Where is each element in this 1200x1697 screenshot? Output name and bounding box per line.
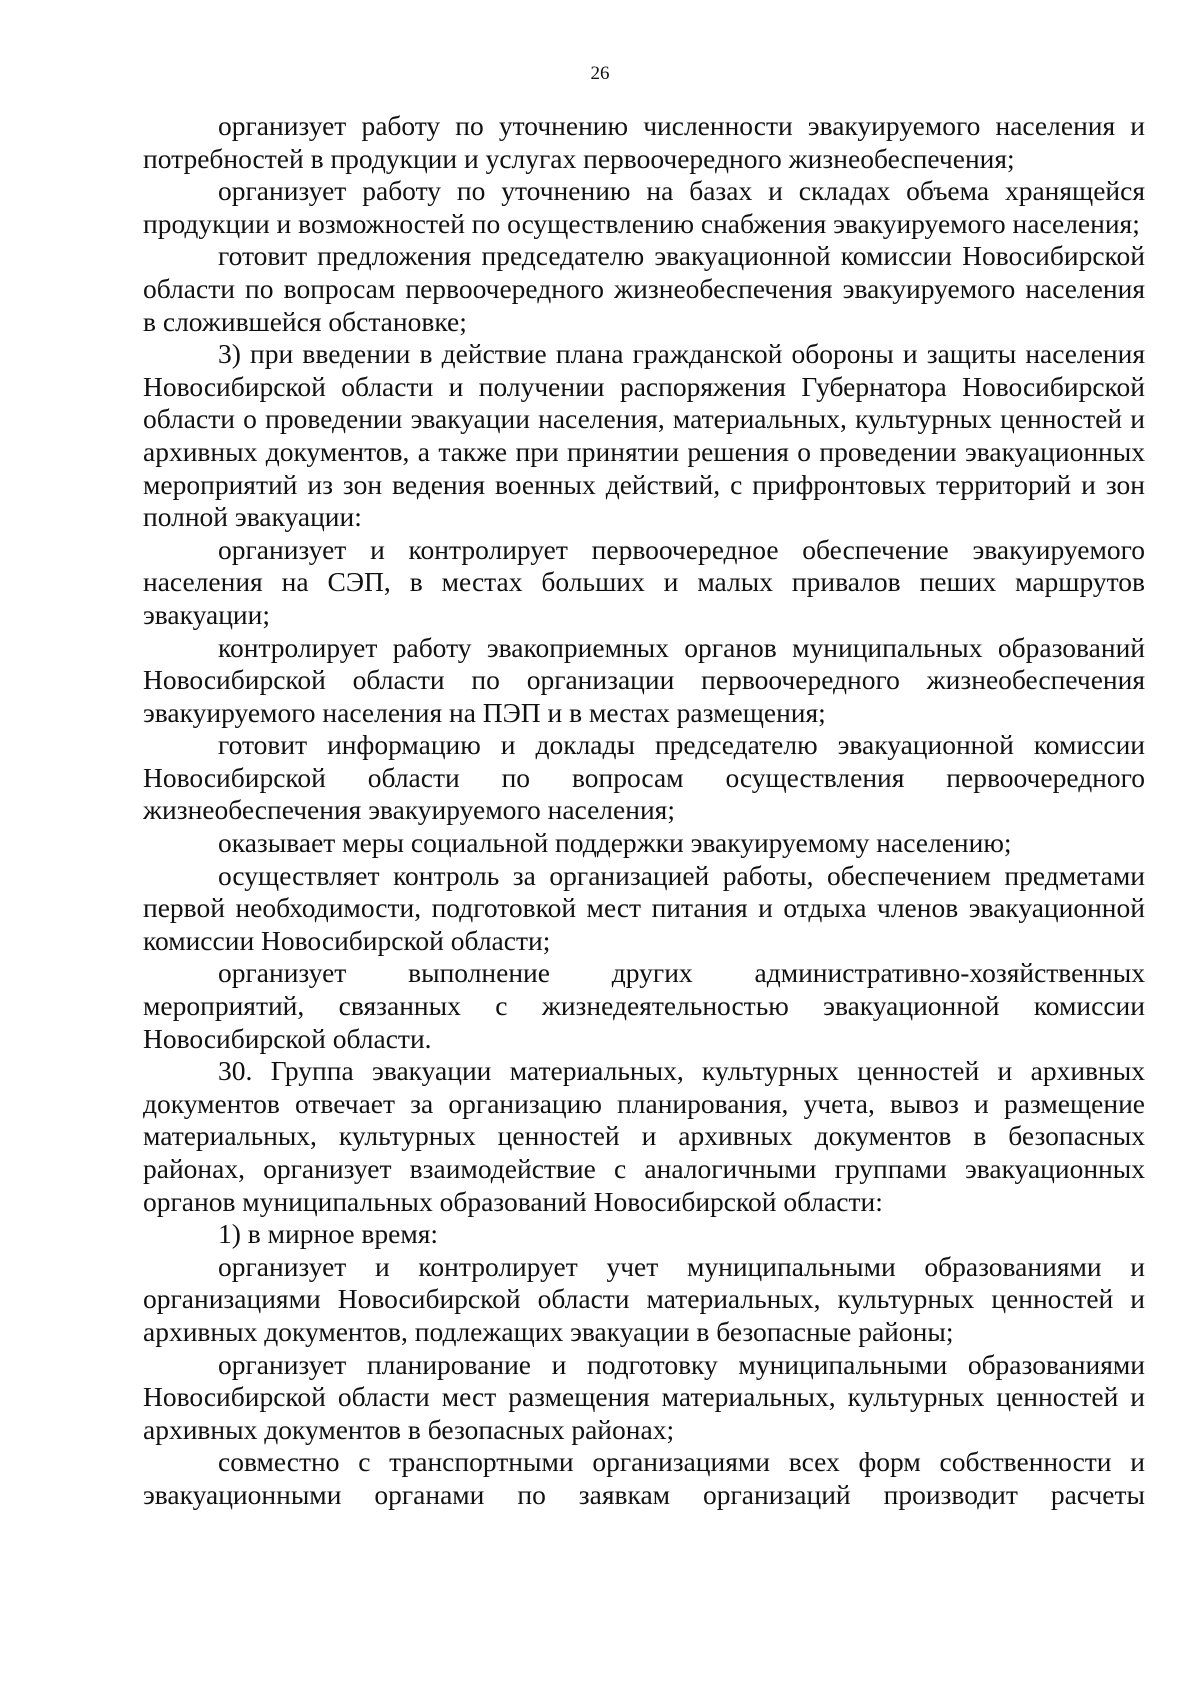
paragraph: осуществляет контроль за организацией работы, обеспечением предметами первой необходимости, подготовкой мест питания и отдыха членов эвакуационной комиссии Новосибирской области;: [143, 859, 1145, 956]
paragraph: организует планирование и подготовку муниципальными образованиями Новосибирской области мест размещения материальных, культурных ценностей и архивных документов в безопасных районах;: [143, 1348, 1145, 1445]
paragraph: готовит предложения председателю эвакуационной комиссии Новосибирской области по вопросам первоочередного жизнеобеспечения эвакуируемого населения в сложившейся обстановке;: [143, 240, 1145, 337]
paragraph: совместно с транспортными организациями всех форм собственности и эвакуационными органами по заявкам организаций производит расчеты: [143, 1446, 1145, 1510]
paragraph: организует работу по уточнению численности эвакуируемого населения и потребностей в продукции и услугах первоочередного жизнеобеспечения;: [143, 110, 1145, 174]
paragraph: 3) при введении в действие плана гражданской обороны и защиты населения Новосибирской области и получении распоряжения Губернатора Новосибирской области о проведении эвакуации населения, материальных, культурных ценностей и архивных документов, а также при принятии решения о проведении эвакуационных мероприятий из зон ведения военных действий, с прифронтовых территорий и зон полной эвакуации:: [143, 338, 1145, 533]
subsection-heading: 1) в мирное время:: [218, 1218, 439, 1250]
paragraph: контролирует работу эвакоприемных органов муниципальных образований Новосибирской области по организации первоочередного жизнеобеспечения эвакуируемого населения на ПЭП и в местах размещения;: [143, 631, 1145, 728]
paragraph: организует работу по уточнению на базах и складах объема хранящейся продукции и возможностей по осуществлению снабжения эвакуируемого населения;: [143, 175, 1145, 239]
paragraph: готовит информацию и доклады председателю эвакуационной комиссии Новосибирской области по вопросам осуществления первоочередного жизнеобеспечения эвакуируемого населения;: [143, 729, 1145, 826]
page-number: 26: [590, 63, 610, 84]
paragraph: оказывает меры социальной поддержки эвакуируемому населению;: [218, 827, 1012, 859]
paragraph: организует выполнение других административно-хозяйственных мероприятий, связанных с жизнедеятельностью эвакуационной комиссии Новосибирской области.: [143, 957, 1145, 1054]
paragraph: организует и контролирует первоочередное обеспечение эвакуируемого населения на СЭП, в местах больших и малых привалов пеших маршрутов эвакуации;: [143, 533, 1145, 630]
document-body: [143, 110, 1145, 1512]
section-30-paragraph: 30. Группа эвакуации материальных, культурных ценностей и архивных документов отвечает за организацию планирования, учета, вывоз и размещение материальных, культурных ценностей и архивных документов в безопасных районах, организует взаимодействие с аналогичными группами эвакуационных органов муниципальных образований Новосибирской области:: [143, 1055, 1145, 1217]
paragraph: организует и контролирует учет муниципальными образованиями и организациями Новосибирской области материальных, культурных ценностей и архивных документов, подлежащих эвакуации в безопасные районы;: [143, 1250, 1145, 1347]
